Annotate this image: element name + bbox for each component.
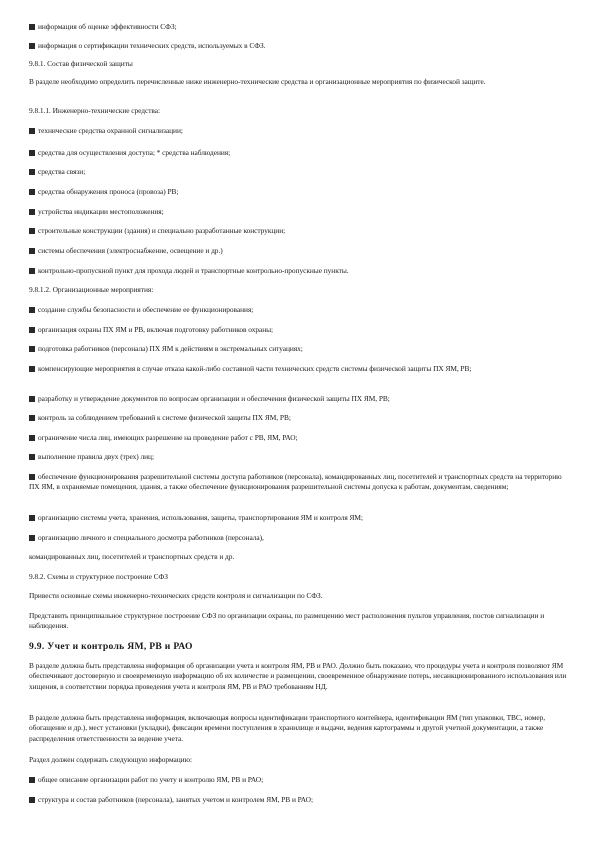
bullet-icon bbox=[29, 327, 35, 333]
item-text: организация охраны ПХ ЯМ и РВ, включая подготовку работников охраны; bbox=[38, 325, 274, 334]
bullet-icon bbox=[29, 209, 35, 215]
list-item bbox=[29, 472, 567, 493]
paragraph: В разделе должна быть представлена информация, включающая вопросы идентификации транспортного контейнера, идентификации ЯМ (тип упаковки, ТВС, номер, обогащение и др.), мест установки (укладки), фиксации времени поступления в хранилище и выдачи, ведения картограммы и другой учетной документации, а также распределения ответственности за ведение учета. bbox=[29, 713, 546, 743]
bullet-icon bbox=[29, 515, 35, 521]
item-text: средства для осуществления доступа; * средства наблюдения; bbox=[38, 148, 231, 157]
bullet-icon bbox=[29, 307, 35, 313]
list-item bbox=[29, 41, 567, 51]
list-item bbox=[29, 452, 567, 462]
bullet-icon bbox=[29, 248, 35, 254]
bullet-icon bbox=[29, 24, 35, 30]
item-text: устройства индикации местоположения; bbox=[38, 207, 164, 216]
bullet-icon bbox=[29, 43, 35, 49]
item-text: системы обеспечения (электроснабжение, освещение и др.) bbox=[38, 246, 223, 255]
list-item bbox=[29, 413, 567, 423]
bullet-icon bbox=[29, 777, 35, 783]
item-text: технические средства охранной сигнализации; bbox=[38, 126, 183, 135]
item-text: контрольно-пропускной пункт для прохода людей и транспортные контрольно-пропускные пункты. bbox=[38, 266, 349, 275]
list-item bbox=[29, 364, 567, 374]
bullet-icon bbox=[29, 366, 35, 372]
bullet-icon bbox=[29, 189, 35, 195]
item-text: средства обнаружения проноса (провоза) РВ; bbox=[38, 187, 179, 196]
list-item bbox=[29, 305, 567, 315]
paragraph: Привести основные схемы инженерно-технических средств контроля и сигнализации по СФЗ. bbox=[29, 591, 323, 600]
list-item bbox=[29, 126, 567, 136]
bullet-icon bbox=[29, 128, 35, 134]
list-item bbox=[29, 513, 567, 523]
list-item bbox=[29, 266, 567, 276]
item-text: ограничение числа лиц, имеющих разрешение на проведение работ с РВ, ЯМ, РАО; bbox=[38, 433, 298, 442]
list-item bbox=[29, 167, 567, 177]
item-text: организацию личного и специального досмотра работников (персонала), bbox=[38, 533, 264, 542]
item-text: строительные конструкции (здания) и специально разработанные конструкции; bbox=[38, 226, 286, 235]
list-item bbox=[29, 795, 567, 805]
subsection-title: 9.8.1.2. Организационные мероприятия: bbox=[29, 285, 154, 294]
item-text: информация об оценке эффективности СФЗ; bbox=[38, 22, 177, 31]
subsection-title: 9.8.1. Состав физической защиты bbox=[29, 59, 133, 68]
bullet-icon bbox=[29, 169, 35, 175]
list-item bbox=[29, 148, 567, 158]
item-text: организацию системы учета, хранения, использования, защиты, транспортирования ЯМ и контроля ЯМ; bbox=[38, 513, 363, 522]
item-text: общее описание организации работ по учету и контролю ЯМ, РВ и РАО; bbox=[38, 775, 264, 784]
bullet-icon bbox=[29, 454, 35, 460]
bullet-icon bbox=[29, 415, 35, 421]
item-text: структура и состав работников (персонала), занятых учетом и контролем ЯМ, РВ и РАО; bbox=[38, 795, 313, 804]
item-text: разработку и утверждение документов по вопросам организации и обеспечения физической защиты ПХ ЯМ, РВ; bbox=[38, 394, 390, 403]
paragraph: Раздел должен содержать следующую информацию: bbox=[29, 755, 193, 764]
list-item bbox=[29, 775, 567, 785]
item-text: выполнение правила двух (трех) лиц; bbox=[38, 452, 154, 461]
bullet-icon bbox=[29, 228, 35, 234]
list-item bbox=[29, 344, 567, 354]
item-text: контроль за соблюдением требований к системе физической защиты ПХ ЯМ, РВ; bbox=[38, 413, 291, 422]
bullet-icon bbox=[29, 346, 35, 352]
subsection-title: 9.8.2. Схемы и структурное построение СФЗ bbox=[29, 572, 168, 581]
paragraph: командированных лиц, посетителей и транспортных средств и др. bbox=[29, 552, 235, 561]
list-item bbox=[29, 325, 567, 335]
item-text: создание службы безопасности и обеспечение ее функционирования; bbox=[38, 305, 254, 314]
paragraph: В разделе необходимо определить перечисленные ниже инженерно-технические средства и организационные мероприятия по физической защите. bbox=[29, 77, 486, 86]
bullet-icon bbox=[29, 535, 35, 541]
item-text: средства связи; bbox=[38, 167, 86, 176]
bullet-icon bbox=[29, 797, 35, 803]
bullet-icon bbox=[29, 268, 35, 274]
subsection-title: 9.8.1.1. Инженерно-технические средства: bbox=[29, 106, 160, 115]
list-item bbox=[29, 22, 567, 32]
section-heading: 9.9. Учет и контроль ЯМ, РВ и РАО bbox=[29, 641, 193, 652]
list-item bbox=[29, 187, 567, 197]
list-item bbox=[29, 433, 567, 443]
bullet-icon bbox=[29, 474, 35, 480]
list-item bbox=[29, 533, 567, 543]
item-text: подготовка работников (персонала) ПХ ЯМ к действиям в экстремальных ситуациях; bbox=[38, 344, 303, 353]
item-text: компенсирующие мероприятия в случае отказа какой-либо составной части технических средств системы физической защиты ПХ ЯМ, РВ; bbox=[38, 364, 472, 373]
bullet-icon bbox=[29, 435, 35, 441]
bullet-icon bbox=[29, 150, 35, 156]
list-item bbox=[29, 246, 567, 256]
bullet-icon bbox=[29, 396, 35, 402]
paragraph: В разделе должна быть представлена информация об организации учета и контроля ЯМ, РВ и РАО. Должно быть показано, что процедуры учета и контроля позволяют ЯМ обеспечивают достоверную и своевременную информацию об их количестве и размещении, своевременное обнаружение потерь, несанкционированного использования или хищения, в соответствии порядка проведения учета и контроля ЯМ, РВ и РАО требованиям НД. bbox=[29, 661, 567, 691]
list-item bbox=[29, 394, 567, 404]
list-item bbox=[29, 226, 567, 236]
list-item bbox=[29, 207, 567, 217]
item-text: информация о сертификации технических средств, используемых в СФЗ. bbox=[38, 41, 266, 50]
paragraph: Представить принципиальное структурное построение СФЗ по организации охраны, по размещению мест расположения пультов управления, постов сигнализации и наблюдения. bbox=[29, 611, 545, 631]
item-text: обеспечение функционирования разрешительной системы доступа работников (персонала), командированных лиц, посетителей и транспортных средств на территорию ПХ ЯМ, в охраняемые помещения, здания, а также обеспечение функционирования разрешительной системы допуска к работам, документам, сведениям; bbox=[29, 472, 562, 492]
